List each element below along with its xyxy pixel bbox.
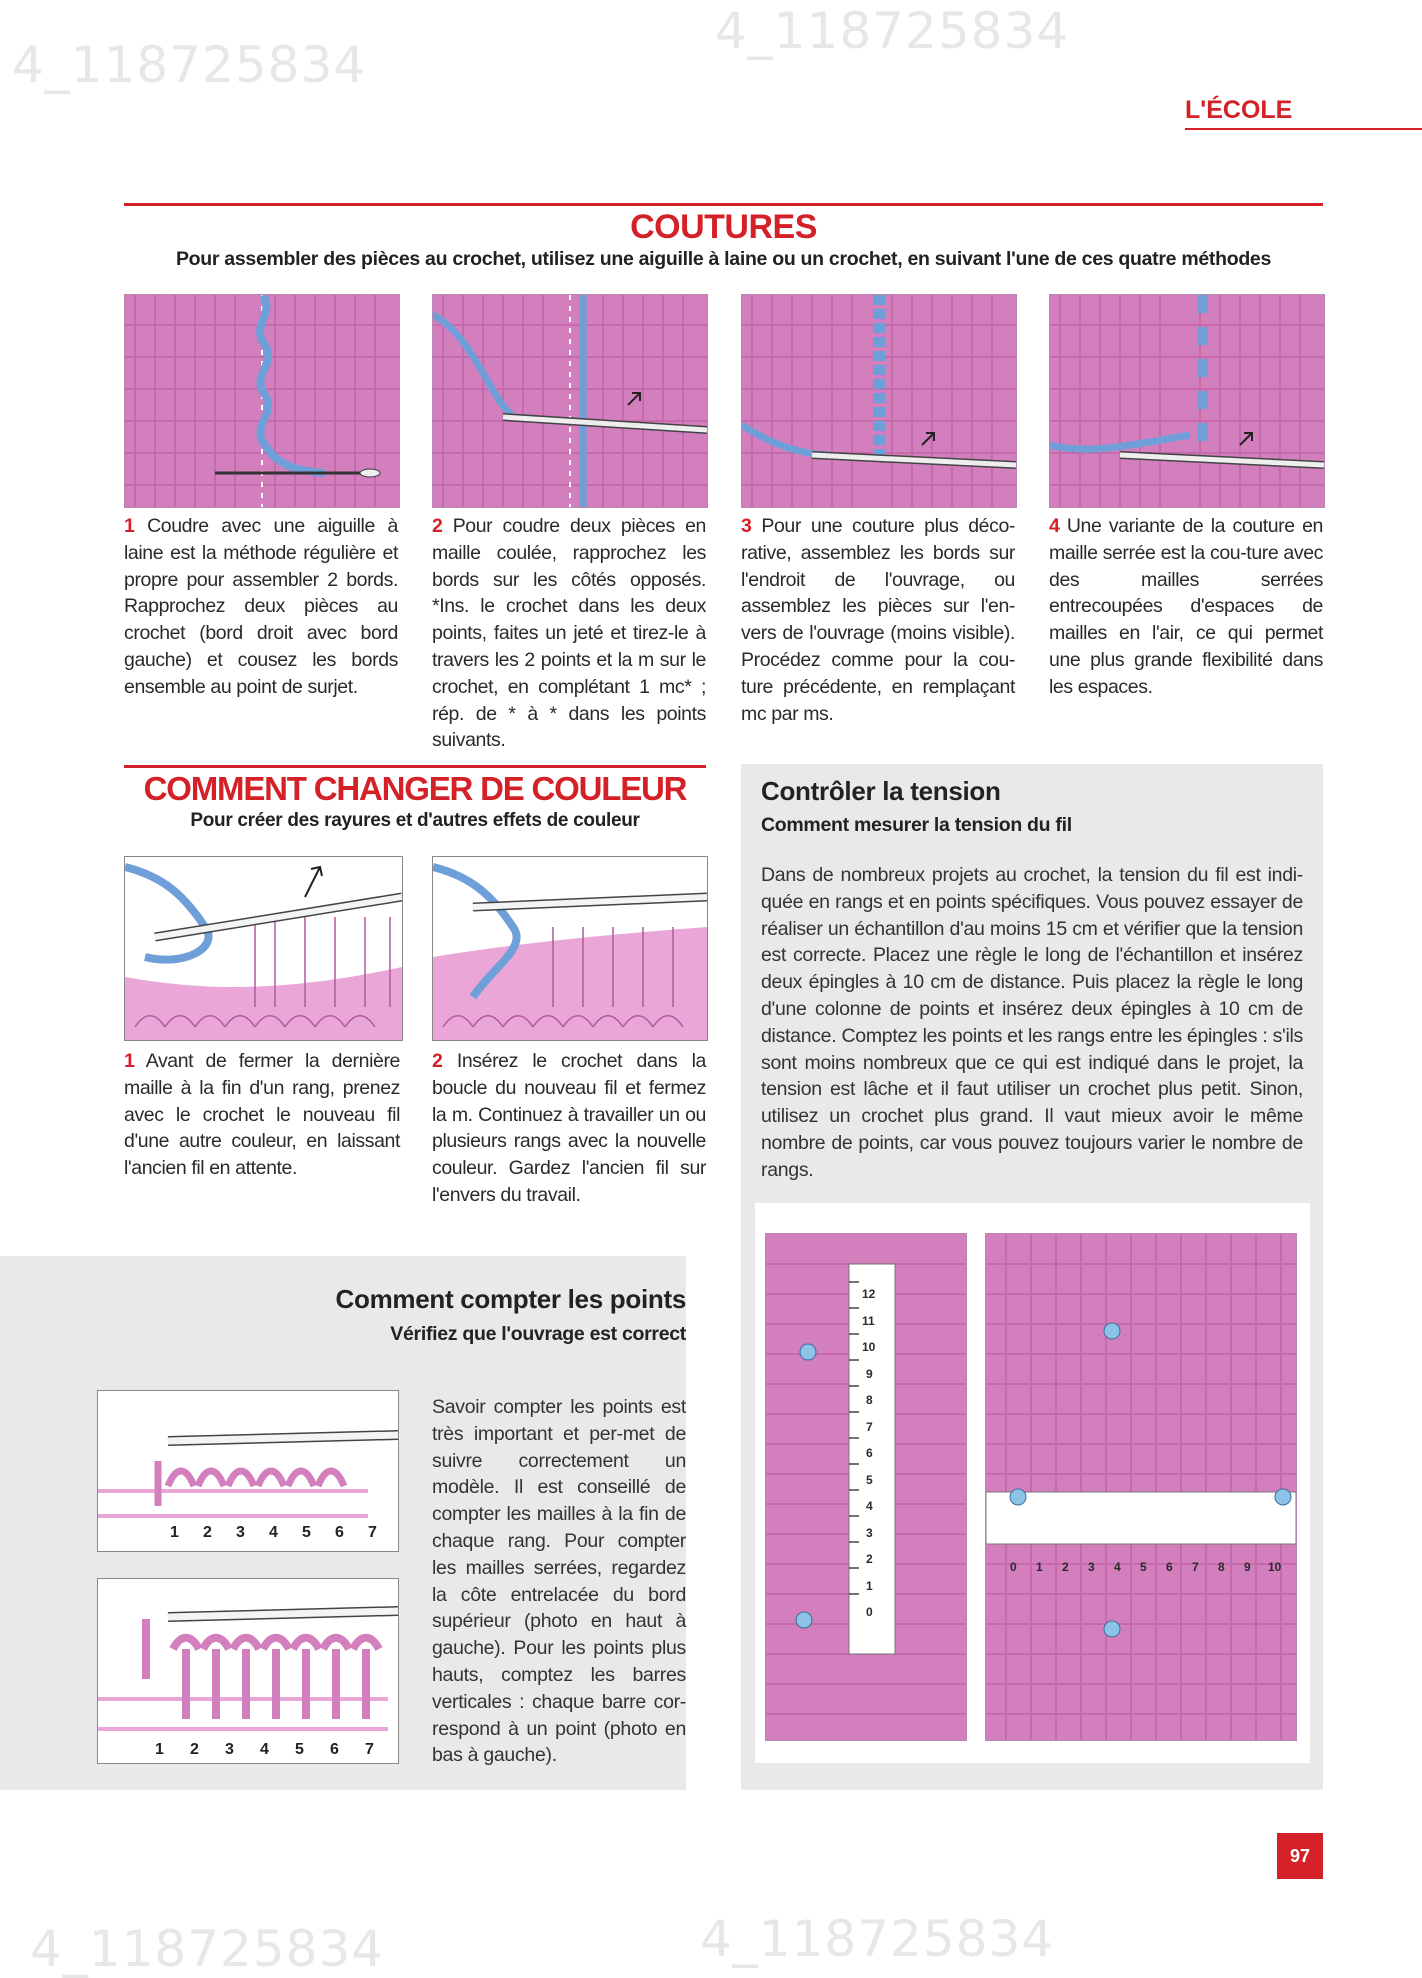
ruler-tick-label: 5 bbox=[866, 1472, 873, 1487]
step-text: Une variante de la couture en maille serrée est la cou-ture avec des mailles serrées entrecoupées d'espaces de mailles en l'air, ce qui permet une plus grande flexibilité dans les espaces. bbox=[1049, 515, 1323, 698]
ruler-tick-label: 4 bbox=[866, 1499, 873, 1513]
watermark: 4_118725834 bbox=[12, 36, 367, 94]
count-number: 6 bbox=[330, 1741, 339, 1758]
count-number: 1 bbox=[155, 1741, 164, 1758]
coutures-subtitle: Pour assembler des pièces au crochet, utilisez une aiguille à laine ou un crochet, en suivant l'une de ces quatre méthodes bbox=[175, 248, 1272, 270]
ruler-tick-label: 6 bbox=[866, 1446, 873, 1460]
step-text: Pour une couture plus déco-rative, assemblez les bords sur l'endroit de l'ouvrage, ou assemblez les pièces sur l'en-vers de l'ouvrage (moins visible). Procédez comme pour la cou-ture précédente, en remplaçant mc par ms. bbox=[741, 515, 1015, 725]
couleur-title: COMMENT CHANGER DE COULEUR bbox=[143, 770, 687, 807]
compter-subtitle: Vérifiez que l'ouvrage est correct bbox=[390, 1323, 686, 1345]
coutures-title: COUTURES bbox=[630, 208, 817, 246]
ruler-tick-label: 12 bbox=[862, 1287, 876, 1301]
watermark: 4_118725834 bbox=[30, 1920, 385, 1978]
ruler-tick-label: 5 bbox=[1140, 1560, 1147, 1574]
color-change-illustration-2 bbox=[432, 856, 708, 1041]
step-text: Coudre avec une aiguille à laine est la méthode régulière et propre pour assembler 2 bords. Rapprochez deux pièces au crochet (bord droit avec bord gauche) et cousez les bords ensemble au point de surjet. bbox=[124, 515, 398, 698]
step-text: Pour coudre deux pièces en maille coulée, rapprochez les bords sur les côtés opposés. *Ins. le crochet dans les deux points, faites un jeté et tirez-le à travers les 2 points et la m sur le crochet, en complétant 1 mc* ; rép. de * à * dans les points suivants. bbox=[432, 515, 706, 752]
tension-subtitle: Comment mesurer la tension du fil bbox=[761, 814, 1072, 836]
count-number: 4 bbox=[260, 1741, 269, 1758]
count-number: 5 bbox=[295, 1741, 304, 1758]
couleur-subtitle: Pour créer des rayures et d'autres effets de couleur bbox=[190, 810, 640, 831]
seam-photo-1 bbox=[124, 294, 400, 508]
ruler-tick-label: 11 bbox=[862, 1313, 875, 1328]
ruler-tick-label: 8 bbox=[1218, 1560, 1225, 1574]
ruler-tick-label: 3 bbox=[1088, 1560, 1095, 1574]
count-illustration-double-crochet bbox=[97, 1578, 399, 1764]
ruler-tick-label: 0 bbox=[866, 1605, 873, 1619]
watermark: 4_118725834 bbox=[715, 2, 1070, 60]
step-number: 1 bbox=[124, 515, 135, 537]
ruler-tick-label: 10 bbox=[1268, 1560, 1282, 1574]
count-number: 3 bbox=[236, 1524, 245, 1541]
count-number: 1 bbox=[170, 1524, 179, 1541]
coutures-rule bbox=[124, 203, 1323, 206]
ruler-tick-label: 1 bbox=[1036, 1560, 1043, 1574]
step-number: 3 bbox=[741, 515, 752, 537]
count-number: 2 bbox=[203, 1524, 212, 1541]
compter-title: Comment compter les points bbox=[335, 1284, 686, 1314]
ruler-tick-label: 2 bbox=[1062, 1560, 1069, 1574]
count-number: 2 bbox=[190, 1741, 199, 1758]
step-text: Insérez le crochet dans la boucle du nouveau fil et fermez la m. Continuez à travailler un ou plusieurs rangs avec la nouvelle couleur. Gardez l'ancien fil sur l'envers du travail. bbox=[432, 1050, 706, 1206]
watermark: 4_118725834 bbox=[700, 1910, 1055, 1968]
ruler-tick-label: 9 bbox=[1244, 1560, 1251, 1574]
ruler-tick-label: 8 bbox=[866, 1393, 873, 1407]
compter-text: Savoir compter les points est très important et per-met de suivre correctement un modèle. Il est conseillé de compter les mailles à la fin de chaque rang. Pour compter les mailles serrées, regardez la côte entrelacée du bord supérieur (photo en haut à gauche). Pour les points plus hauts, comptez les barres verticales : chaque barre cor-respond à un point (photo en bas à gauche). bbox=[432, 1396, 686, 1767]
color-caption-1 bbox=[124, 1048, 400, 1182]
step-number: 1 bbox=[124, 1050, 135, 1072]
step-text: Avant de fermer la dernière maille à la fin d'un rang, prenez avec le crochet le nouveau fil d'une autre couleur, en laissant l'ancien fil en attente. bbox=[124, 1050, 400, 1180]
page-number: 97 bbox=[1277, 1833, 1323, 1879]
ruler-tick-label: 3 bbox=[866, 1525, 873, 1540]
seam-photo-3 bbox=[741, 294, 1017, 508]
vertical-ruler-numbers bbox=[862, 1287, 892, 1637]
step-number: 2 bbox=[432, 515, 443, 537]
couleur-rule bbox=[124, 765, 706, 768]
seam-photo-4 bbox=[1049, 294, 1325, 508]
section-tag: L'ÉCOLE bbox=[1185, 96, 1293, 124]
color-caption-2 bbox=[432, 1048, 706, 1209]
step-number: 4 bbox=[1049, 515, 1060, 537]
ruler-tick-label: 4 bbox=[1114, 1560, 1121, 1574]
count-number: 5 bbox=[302, 1524, 311, 1541]
count-number: 4 bbox=[269, 1524, 278, 1541]
count-numbers-top bbox=[170, 1524, 390, 1544]
horizontal-ruler-numbers bbox=[1010, 1560, 1290, 1580]
seam-photo-2 bbox=[432, 294, 708, 508]
count-number: 7 bbox=[368, 1524, 377, 1541]
seam-caption-3 bbox=[741, 513, 1015, 727]
section-tag-underline bbox=[1185, 128, 1422, 130]
tension-photo-stitches bbox=[985, 1233, 1297, 1741]
ruler-tick-label: 10 bbox=[862, 1340, 876, 1354]
tension-title: Contrôler la tension bbox=[761, 776, 1001, 806]
ruler-tick-label: 0 bbox=[1010, 1560, 1017, 1574]
tension-text: Dans de nombreux projets au crochet, la tension du fil est indi-quée en rangs et en points spécifiques. Vous pouvez essayer de réaliser un échantillon d'au moins 15 cm et vérifier que la tension est correcte. Placez une règle le long de l'échantillon et insérez deux épingles à 10 cm de distance. Puis placez la règle le long d'une colonne de points et insérez deux épingles à 10 cm de distance. Comptez les points et les rangs entre les épingles : s'ils sont moins nombreux que ce qui est indiqué dans le projet, la tension est lâche et il faut utiliser un crochet plus petit. Sinon, utilisez un crochet plus grand. Il vaut mieux avoir le même nombre de points, car vous pouvez toujours varier le nombre de rangs. bbox=[761, 864, 1303, 1181]
color-change-illustration-1 bbox=[124, 856, 403, 1041]
count-number: 7 bbox=[365, 1741, 374, 1758]
seam-caption-1 bbox=[124, 513, 398, 701]
ruler-tick-label: 7 bbox=[1192, 1560, 1199, 1574]
count-number: 6 bbox=[335, 1524, 344, 1541]
step-number: 2 bbox=[432, 1050, 443, 1072]
ruler-tick-label: 2 bbox=[866, 1552, 873, 1566]
count-number: 3 bbox=[225, 1741, 234, 1758]
ruler-tick-label: 9 bbox=[866, 1366, 873, 1381]
ruler-tick-label: 6 bbox=[1166, 1560, 1173, 1574]
seam-caption-4 bbox=[1049, 513, 1323, 701]
ruler-tick-label: 1 bbox=[866, 1578, 873, 1593]
count-numbers-bottom bbox=[155, 1741, 395, 1761]
seam-caption-2 bbox=[432, 513, 706, 754]
ruler-tick-label: 7 bbox=[866, 1419, 873, 1434]
